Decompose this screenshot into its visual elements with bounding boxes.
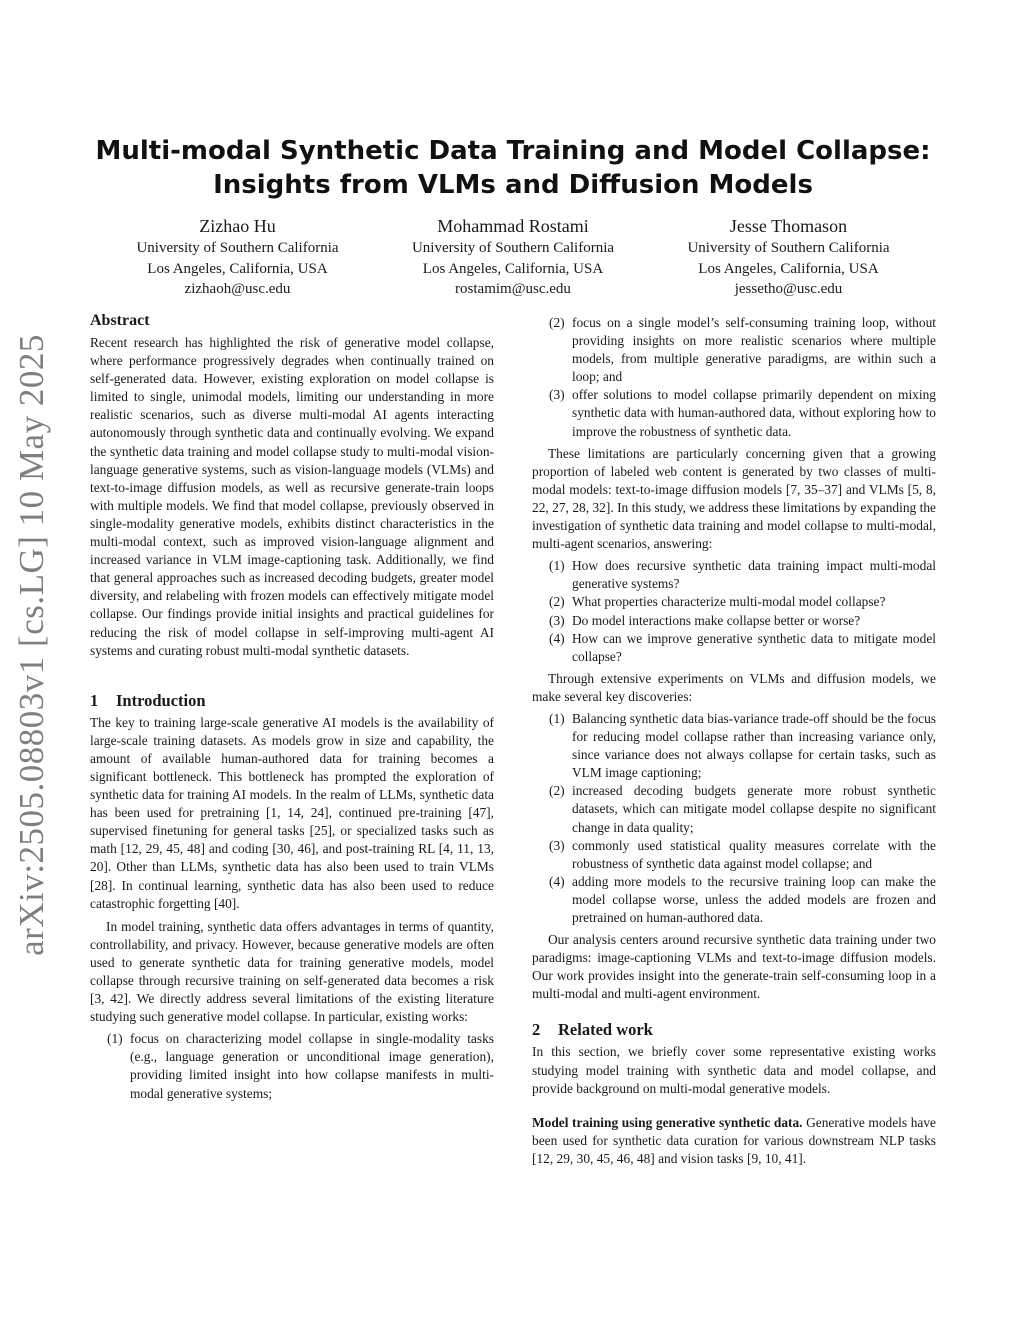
list-item: (1) How does recursive synthetic data training impact multi-modal generative systems? xyxy=(549,558,936,592)
related-paragraph-2 xyxy=(532,1114,936,1168)
arxiv-stamp xyxy=(4,334,60,956)
related-paragraph-1: In this section, we briefly cover some representative existing works studying model training with synthetic data and model collapse, and provide background on multi-modal generative models. xyxy=(532,1044,936,1096)
author-2 xyxy=(376,215,651,300)
list-item: (3) commonly used statistical quality measures correlate with the robustness of synthetic data against model collapse; and xyxy=(549,837,936,871)
author-email: jessetho@usc.edu xyxy=(734,281,843,297)
section-heading-related-work xyxy=(532,1019,936,1041)
arxiv-stamp-text: arXiv:2505.08803v1 [cs.LG] 10 May 2025 xyxy=(12,334,52,956)
author-email: rostamim@usc.edu xyxy=(455,281,571,297)
intro-paragraph-1: The key to training large-scale generative AI models is the availability of large-scale training datasets. As models grow in size and capability, the amount of available human-authored data for training becomes a significant bottleneck. This bottleneck has prompted the exploration of synthetic data for training AI models. In the realm of LLMs, synthetic data has been used for pretraining [1, 14, 24], continued pre-training [47], supervised finetuning for general tasks [25], or specialized tasks such as math [12, 29, 45, 48] and coding [30, 46], and post-training RL [4, 11, 13, 20]. Other than LLMs, synthetic data has also been used to train VLMs [28]. In continual learning, synthetic data has also been used to reduce catastrophic forgetting [40]. xyxy=(90,714,494,911)
list-item: (2) focus on a single model’s self-consuming training loop, without providing insights on more realistic scenarios where multiple models, from multiple generative paradigms, are within such a loop; and xyxy=(549,315,936,385)
intro-paragraph-5: Our analysis centers around recursive synthetic data training under two paradigms: image-captioning VLMs and text-to-image diffusion models. Our work provides insight into the generate-train self-consuming loop in a multi-modal and multi-agent environment. xyxy=(532,932,936,1002)
author-email: zizhaoh@usc.edu xyxy=(184,281,291,297)
list-item: (2) increased decoding budgets generate more robust synthetic datasets, which can mitigate model collapse despite no significant change in data quality; xyxy=(549,783,936,835)
related-paragraph-2-text: Generative models have been used for synthetic data curation for various downstream NLP tasks [12, 29, 30, 45, 46, 48] and vision tasks [9, 10, 41]. xyxy=(532,1114,936,1166)
author-location: Los Angeles, California, USA xyxy=(147,260,328,277)
author-affiliation: University of Southern California xyxy=(687,240,890,256)
author-location: Los Angeles, California, USA xyxy=(698,260,879,277)
list-item: (4) How can we improve generative synthetic data to mitigate model collapse? xyxy=(549,630,936,664)
section-number: 1 xyxy=(90,690,99,710)
list-item: (3) offer solutions to model collapse primarily dependent on mixing synthetic data with human-authored data, without exploring how to improve the robustness of synthetic data. xyxy=(549,387,936,439)
list-item: (1) focus on characterizing model collapse in single-modality tasks (e.g., language generation or unconditional image generation), providing limited insight into how collapse manifests in multi-modal generative systems; xyxy=(107,1031,494,1101)
author-affiliation: University of Southern California xyxy=(136,240,339,256)
questions-list xyxy=(532,557,936,666)
paper-title xyxy=(90,134,936,202)
author-name: Zizhao Hu xyxy=(199,216,276,236)
section-title: Introduction xyxy=(116,690,206,710)
title-line-1: Multi-modal Synthetic Data Training and Model Collapse: xyxy=(95,136,931,166)
title-line-2: Insights from VLMs and Diffusion Models xyxy=(213,170,813,200)
left-column xyxy=(90,310,494,1107)
list-item: (4) adding more models to the recursive training loop can make the model collapse worse, unless the added models are frozen and pretrained on human-authored data. xyxy=(549,873,936,925)
abstract-text: Recent research has highlighted the risk of generative model collapse, where performance progressively degrades when continually trained on self-generated data. However, existing exploration on model collapse is limited to single, unimodal models, limiting our understanding in more realistic scenarios, such as diverse multi-modal AI agents interacting autonomously through synthetic data and continually evolving. We expand the synthetic data training and model collapse study to multi-modal vision-language generative systems, such as vision-language models (VLMs) and text-to-image diffusion models, as well as recursive generate-train loops with multiple models. We find that model collapse, previously observed in single-modality generative models, exhibits distinct characteristics in the multi-modal context, such as improved vision-language alignment and increased variance in VLM image-captioning task. Additionally, we find that general approaches such as increased decoding budgets, greater model diversity, and relabeling with frozen models can effectively mitigate model collapse. Our findings provide initial insights and practical guidelines for reducing the risk of model collapse in self-improving multi-agent AI systems and curating robust multi-modal synthetic datasets. xyxy=(90,335,494,658)
limitations-list-continued xyxy=(532,314,936,441)
intro-paragraph-3: These limitations are particularly concerning given that a growing proportion of labeled web content is generated by two classes of multi-modal models: text-to-image diffusion models [7, 35–37] and VLMs [5, 8, 22, 27, 28, 32]. In this study, we address these limitations by expanding the investigation of synthetic data training and model collapse to multi-modal, multi-agent scenarios, answering: xyxy=(532,445,936,552)
list-item: (1) Balancing synthetic data bias-variance trade-off should be the focus for reducing model collapse rather than increasing variance only, since variance does not always collapse for certain tasks, such as VLM image captioning; xyxy=(549,710,936,781)
author-name: Jesse Thomason xyxy=(729,216,848,236)
author-3 xyxy=(651,215,926,300)
discoveries-list xyxy=(532,710,936,927)
author-name: Mohammad Rostami xyxy=(437,216,589,236)
run-in-heading: Model training using generative synthetic data. xyxy=(532,1114,803,1130)
author-1 xyxy=(100,215,375,300)
author-location: Los Angeles, California, USA xyxy=(422,260,604,277)
limitations-list xyxy=(90,1030,494,1102)
abstract-heading: Abstract xyxy=(90,312,150,329)
section-number: 2 xyxy=(532,1020,541,1040)
author-block xyxy=(100,215,926,300)
list-item: (2) What properties characterize multi-modal model collapse? xyxy=(549,594,886,610)
intro-paragraph-4: Through extensive experiments on VLMs and diffusion models, we make several key discoveries: xyxy=(532,670,936,704)
section-title: Related work xyxy=(558,1020,653,1040)
section-heading-introduction xyxy=(90,690,494,712)
list-item: (3) Do model interactions make collapse better or worse? xyxy=(549,612,861,628)
intro-paragraph-2: In model training, synthetic data offers advantages in terms of quantity, controllability, and privacy. However, because generative models are often used to generate synthetic data for training generative models, model collapse through recursive training on self-generated data becomes a risk [3, 42]. We directly address several limitations of the existing literature studying such generative model collapse. In particular, existing works: xyxy=(90,918,494,1025)
author-affiliation: University of Southern California xyxy=(411,240,615,256)
right-column xyxy=(532,310,936,1168)
